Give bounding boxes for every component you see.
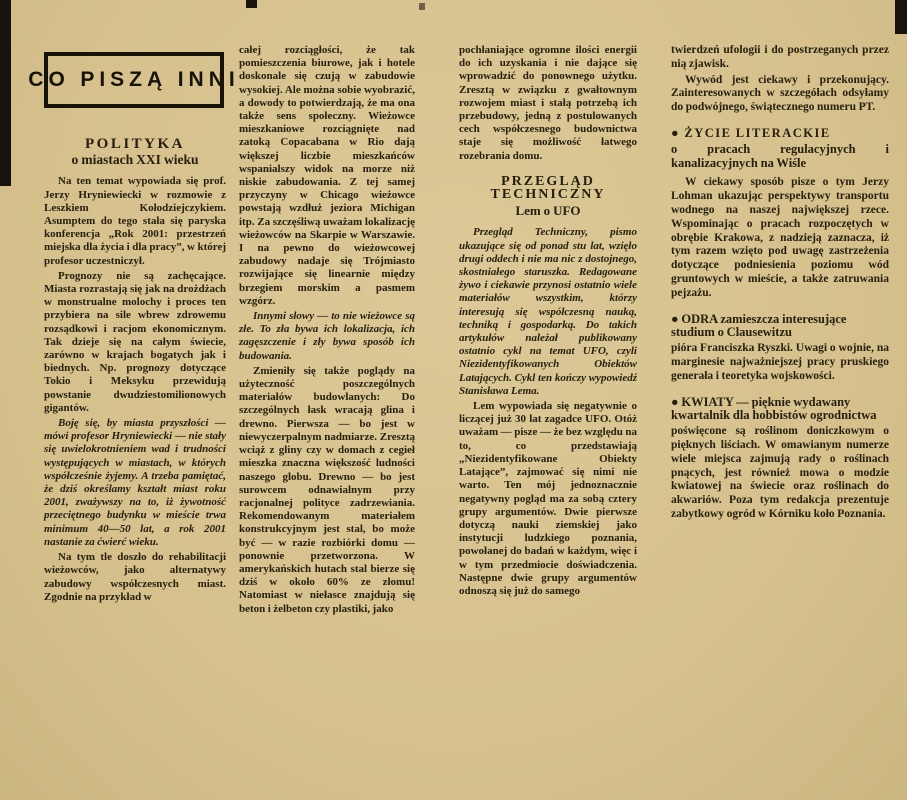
paragraph-quote: Innymi słowy — to nie wieżowce są złe. To zła bywa ich lokalizacja, ich zagęszczenie i zły bywa sposób ich budowania. — [239, 310, 415, 362]
bullet-heading-odra: ● ODRA zamieszcza interesujące studium o Clausewitzu — [671, 311, 847, 340]
paragraph-lead-italic: Przegląd Techniczny, pismo ukazujące się od ponad stu lat, wzięło drugi oddech i nie ma nic z dostojnego, skostniałego staruszka. Redagowane żywo i ciekawie przynosi ostatnio wiele materiałów wszystkim, którzy interesują się współczesną nauką, techniką i gospodarką. Do takich artykułów należał publikowany ostatnio cykl na temat UFO, czyli Niezidentyfikowanych Obiektów Latających. Cykl ten kończy wypowiedź Stanisława Lema. — [459, 226, 637, 397]
heading-line-3: Lem o UFO — [515, 203, 581, 219]
paragraph-continuation: twierdzeń ufologii i do postrzeganych przez nią zjawisk. — [671, 44, 889, 70]
article-kicker-polityka: POLITYKA — [84, 136, 185, 152]
scan-artifact-left-bar — [0, 0, 11, 186]
paragraph: Lem wypowiada się negatywnie o liczącej już 30 lat zagadce UFO. Otóż uważam — pisze — że bez względu na to, co przedstawiają „Niezidentyfikowane Obiekty Latające”, zajmować się nimi nie warto. Ten mój jednoznacznie negatywny pogląd ma za sobą cztery grupy argumentów. Dwie pierwsze dotyczą nauki ziemskiej jako instytucji ludzkiego poznania, powołanej do badań w każdym, więc i w tym przedmiocie doświadczenia. Następne dwie grupy argumentów odnoszą się już do samego — [459, 400, 637, 597]
section-title-box — [28, 52, 240, 108]
section-heading-przeglad-techniczny — [459, 175, 637, 218]
column-layout — [28, 44, 889, 618]
column-3 — [459, 44, 637, 618]
paragraph: Zmieniły się także poglądy na użyteczność poszczególnych materiałów budowlanych: Do szczególnych łask wracają glina i drewno. Pierwsza — bo jest w niewyczerpalnym nadmiarze. Zresztą wciąż z gliny czy w domach z cegieł mieszka znaczna większość ludności naszego globu. Drewno — bo jest surowcem odnawialnym przy racjonalnej polityce zadrzewiania. Rekomendowanym materiałem konstrukcyjnym jest stal, bo może być — w razie rozbiórki domu — ponownie przetworzona. W amerykańskich hutach stal bierze się dziś w około 60% ze złomu! Natomiast w niełasce znajdują się beton i żelbeton czy plastiki, jako — [239, 364, 415, 615]
bullet-subheading: o pracach regulacyjnych i kanalizacyjnych na Wiśle — [671, 141, 889, 170]
heading-line-2: TECHNICZNY — [490, 187, 606, 203]
column-4 — [671, 44, 889, 618]
paragraph: Na ten temat wypowiada się prof. Jerzy Hryniewiecki w rozmowie z Leszkiem Kołodziejczykiem. Asumptem do tego stała się paryska konferencja „Rok 2001: przestrzeń miejska dla życia i dla pracy”, w której profesor uczestniczył. — [44, 175, 226, 267]
paragraph-continuation: całej rozciągłości, że tak pomieszczenia biurowe, jak i hotele doskonale się czują w zabudowie wysokiej. Ale można sobie wyobrazić, a dowody to potwierdzają, że ma ona także sens społeczny. Wieżowce mieszkaniowe rozciągnięte nad zatoką Copacabana w Rio dają większej liczbie mieszkańców wspanialszy widok na morze niż niskie zabudowania. Z tej samej przyczyny w Chicago wieżowce powstają wzdłuż jeziora Michigan itp. Za szczęśliwą uważam lokalizację wieżowców na Skarpie w Warszawie. I na pewno do wieżowcowej zabudowy nadaje się Trójmiasto rozwijające się linearnie między brzegiem morskim a pasmem wzgórz. — [239, 44, 415, 307]
article-headline: o miastach XXI wieku — [71, 152, 199, 168]
scan-artifact-top-right-bar — [895, 0, 907, 34]
paragraph: Na tym tle doszło do rehabilitacji wieżowców, jako alternatywy zabudowy współczesnych miast. Zgodnie na przykład w — [44, 551, 226, 603]
paragraph: W ciekawy sposób pisze o tym Jerzy Lohman ukazując perspektywy transportu wodnego na naszej największej rzece. Wspominając o pracach rozpoczętych w obrębie Krakowa, z nadzieją zaznacza, iż tym razem wzięto pod uwagę zastrzeżenia dotyczące podniesienia poziomu wód gruntowych w mieście, a także zatruwania pejzażu. — [671, 176, 889, 299]
scan-artifact-speck — [246, 0, 257, 8]
paragraph: Wywód jest ciekawy i przekonujący. Zainteresowanych w szczegółach odsyłamy do podwójnego, świątecznego numeru PT. — [671, 73, 889, 114]
heading-line-1: PRZEGLĄD — [501, 173, 595, 189]
paragraph-continuation: pochłaniające ogromne ilości energii do ich uzyskania i nie dające się wprowadzić do ponownego użytku. Zresztą w związku z gwałtownym rozwojem miast i stałą potrzebą ich przebudowy, jedną z postulowanych cech współczesnego budownictwa staje się możliwość łatwego rozebrania domu. — [459, 44, 637, 162]
column-2 — [239, 44, 415, 618]
scan-artifact-speck — [419, 3, 425, 10]
paragraph: poświęcone są roślinom doniczkowym o pięknych liściach. W omawianym numerze wiele miejsca zajmują rady o roślinach pnących, jest również mowa o modzie kwiatowej na świecie oraz roślinach do akwariów. Poza tym redakcja prezentuje zabytkowy ogród w Kórniku koło Poznania. — [671, 425, 889, 520]
section-title: CO PISZĄ INNI — [28, 68, 240, 92]
paragraph: Prognozy nie są zachęcające. Miasta rozrastają się jak na drożdżach w monstrualne molochy i proces ten przybiera na sile wbrew zdrowemu rozsądkowi i racjom ekonomicznym. Tak dzieje się na całym świecie, zarówno w krajach bogatych jak i biednych. Np. prognozy dotyczące Tokio i Meksyku przewidują powstanie dwudziestomilionowych gigantów. — [44, 269, 226, 414]
bullet-heading-zycie-literackie: ● ŻYCIE LITERACKIE — [671, 125, 831, 140]
paragraph: pióra Franciszka Ryszki. Uwagi o wojnie, na marginesie najważniejszej pracy pruskiego generała i teoretyka wojskowości. — [671, 342, 889, 382]
paragraph-quote: Boję się, by miasta przyszłości — mówi profesor Hryniewiecki — nie stały się uwielokrotnieniem wad i trudności występujących w miastach, w których współcześnie żyjemy. A trzeba pamiętać, że dziś określamy kształt miast roku 2001, zważywszy na to, iż żywotność przeciętnego budynku w mieście trwa minimum 40—50 lat, a rok 2001 nastanie za ćwierć wieku. — [44, 417, 226, 548]
bullet-heading-kwiaty: ● KWIATY — pięknie wydawany kwartalnik dla hobbistów ogrodnictwa — [671, 394, 877, 423]
column-1 — [28, 44, 240, 618]
